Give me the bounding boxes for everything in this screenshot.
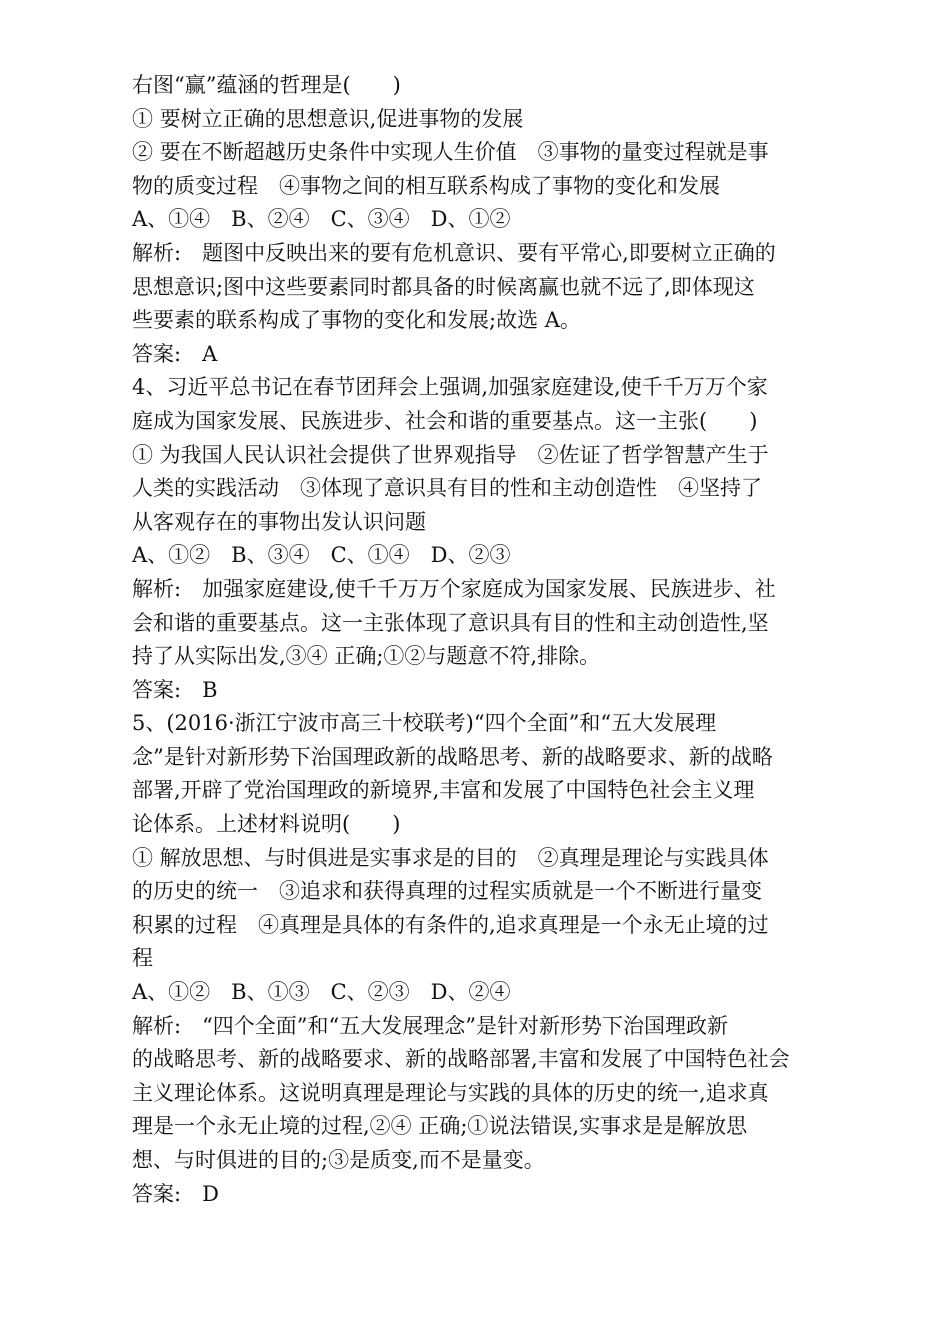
text-line: 论体系。上述材料说明( ) (132, 812, 401, 837)
text-line: 解析: “四个全面”和“五大发展理念”是针对新形势下治国理政新 (132, 1013, 729, 1038)
text-line: 念”是针对新形势下治国理政新的战略思考、新的战略要求、新的战略 (132, 744, 773, 769)
text-line: 的战略思考、新的战略要求、新的战略部署,丰富和发展了中国特色社会 (132, 1047, 790, 1072)
text-line: A、①② B、③④ C、①④ D、②③ (132, 543, 511, 568)
text-line: A、①② B、①③ C、②③ D、②④ (132, 980, 511, 1005)
text-line: 庭成为国家发展、民族进步、社会和谐的重要基点。这一主张( ) (132, 408, 758, 433)
text-line: ① 解放思想、与时俱进是实事求是的目的 ②真理是理论与实践具体 (132, 845, 769, 870)
text-line: 答案: A (132, 341, 218, 366)
document-body (132, 69, 822, 1211)
text-line: ② 要在不断超越历史条件中实现人生价值 ③事物的量变过程就是事 (132, 140, 769, 165)
text-line: 物的质变过程 ④事物之间的相互联系构成了事物的变化和发展 (132, 173, 720, 198)
text-line: 4、习近平总书记在春节团拜会上强调,加强家庭建设,使千千万万个家 (132, 375, 768, 400)
text-line: 主义理论体系。这说明真理是理论与实践的具体的历史的统一,追求真 (132, 1080, 769, 1105)
text-line: A、①④ B、②④ C、③④ D、①② (132, 207, 511, 232)
text-line: 些要素的联系构成了事物的变化和发展;故选 A。 (132, 308, 581, 333)
text-line: 解析: 题图中反映出来的要有危机意识、要有平常心,即要树立正确的 (132, 240, 776, 265)
text-line: 持了从实际出发,③④ 正确;①②与题意不符,排除。 (132, 644, 601, 669)
text-line: ① 要树立正确的思想意识,促进事物的发展 (132, 106, 524, 131)
text-line: 的历史的统一 ③追求和获得真理的过程实质就是一个不断进行量变 (132, 879, 762, 904)
text-line: 部署,开辟了党治国理政的新境界,丰富和发展了中国特色社会主义理 (132, 778, 755, 803)
text-line: 答案: B (132, 677, 218, 702)
text-line: 从客观存在的事物出发认识问题 (132, 509, 426, 534)
text-line: 会和谐的重要基点。这一主张体现了意识具有目的性和主动创造性,坚 (132, 610, 769, 635)
text-line: 想、与时俱进的目的;③是质变,而不是量变。 (132, 1148, 545, 1172)
text-line: 答案: D (132, 1181, 219, 1206)
text-line: 思想意识;图中这些要素同时都具备的时候离赢也就不远了,即体现这 (132, 274, 755, 299)
text-line: 右图“赢”蕴涵的哲理是( ) (132, 73, 401, 97)
text-line: 积累的过程 ④真理是具体的有条件的,追求真理是一个永无止境的过 (132, 912, 769, 937)
text-line: 解析: 加强家庭建设,使千千万万个家庭成为国家发展、民族进步、社 (132, 576, 776, 601)
text-line: 5、(2016·浙江宁波市高三十校联考)“四个全面”和“五大发展理 (132, 711, 717, 736)
text-line: ① 为我国人民认识社会提供了世界观指导 ②佐证了哲学智慧产生于 (132, 442, 769, 467)
text-line: 人类的实践活动 ③体现了意识具有目的性和主动创造性 ④坚持了 (132, 476, 762, 501)
text-line: 程 (132, 946, 153, 971)
text-line: 理是一个永无止境的过程,②④ 正确;①说法错误,实事求是是解放思 (132, 1114, 748, 1139)
